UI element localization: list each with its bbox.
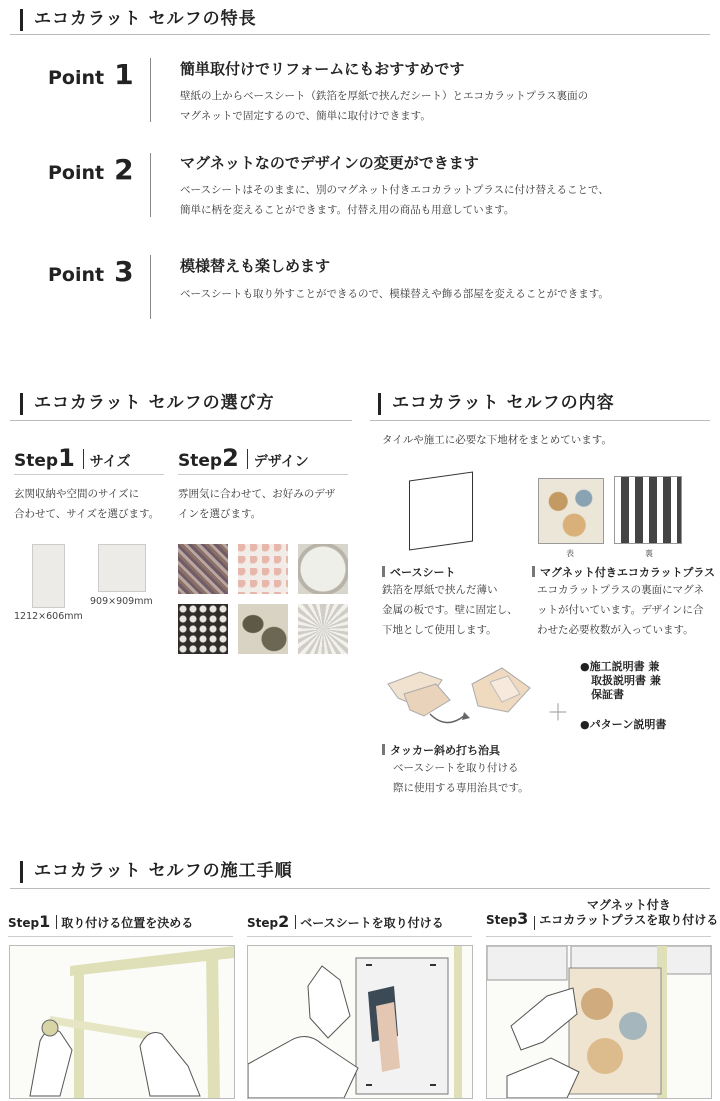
tacker-jig-description: ベースシートを取り付ける 際に使用する専用治具です。 [393, 762, 529, 794]
step2-rule [178, 474, 348, 475]
point-number: 2 [114, 153, 134, 186]
step2-heading [178, 444, 309, 472]
procedure-title: エコカラット セルフの施工手順 [20, 860, 293, 882]
point-description: 壁紙の上からベースシート（鉄箔を厚紙で挟んだシート）とエコカラットプラス裏面の マグネットで固定するので、簡単に取付けできます。 [180, 90, 589, 122]
step1-heading [14, 444, 131, 472]
step-number: 2 [278, 912, 290, 931]
design-swatch [178, 544, 228, 594]
step-number: 3 [517, 909, 529, 928]
plus-icon: ＋ [547, 701, 570, 726]
point-label: Point [48, 264, 105, 286]
step-label: Step [247, 916, 279, 930]
magnet-tile-front-image [538, 478, 604, 544]
point-heading: マグネットなのでデザインの変更ができます [180, 154, 479, 172]
step-title: サイズ [89, 454, 131, 470]
design-swatch [178, 604, 228, 654]
procedure-step-3 [486, 898, 718, 928]
point-divider [150, 58, 151, 122]
front-label: 表 [566, 549, 574, 558]
procedure-rule [10, 888, 710, 889]
step-rule [486, 936, 711, 937]
step-number: 1 [39, 912, 51, 931]
design-swatch [298, 604, 348, 654]
step1-description: 玄関収納や空間のサイズに 合わせて、サイズを選びます。 [14, 488, 160, 520]
tile-size-909x909 [98, 544, 146, 592]
design-swatch [298, 544, 348, 594]
features-title: エコカラット セルフの特長 [20, 8, 257, 30]
choose-title: エコカラット セルフの選び方 [20, 392, 275, 414]
base-sheet-image [409, 472, 473, 551]
step2-illustration [247, 945, 473, 1099]
tacker-jig-title: タッカー斜め打ち治具 [382, 742, 500, 758]
base-sheet-title: ベースシート [382, 564, 455, 580]
size-label-909x909: 909×909mm [90, 596, 153, 607]
step-label: Step [486, 913, 518, 927]
point-number: 1 [114, 58, 134, 91]
step-number: 1 [58, 444, 75, 472]
step2-description: 雰囲気に合わせて、お好みのデザ インを選びます。 [178, 488, 336, 520]
doc-pattern-guide: ●パターン説明書 [580, 718, 667, 731]
step1-illustration [9, 945, 235, 1099]
step-title: ベースシートを取り付ける [300, 916, 444, 930]
step1-rule [14, 474, 164, 475]
procedure-step-1 [8, 912, 193, 931]
point-heading: 模様替えも楽しめます [180, 257, 331, 275]
step3-illustration [486, 945, 712, 1099]
choose-rule [10, 420, 352, 421]
point-label: Point [48, 162, 105, 184]
contents-intro: タイルや施工に必要な下地材をまとめています。 [382, 434, 612, 446]
procedure-step-2 [247, 912, 444, 931]
magnet-description: エコカラットプラスの裏面にマグネ ットが付いています。デザインに合 わせた必要枚数が入っています。 [537, 584, 705, 636]
design-swatch [238, 604, 288, 654]
step-label: Step [8, 916, 40, 930]
base-sheet-description: 鉄箔を厚紙で挟んだ薄い 金属の板です。壁に固定し、 下地として使用します。 [382, 584, 518, 636]
step-title: マグネット付き エコカラットプラスを取り付ける [539, 898, 719, 927]
tile-size-1212x606 [32, 544, 65, 608]
point-label: Point [48, 67, 105, 89]
step-label: Step [178, 451, 223, 471]
step-rule [8, 936, 233, 937]
contents-rule [370, 420, 710, 421]
step-label: Step [14, 451, 59, 471]
back-label: 裏 [645, 549, 653, 558]
point-description: ベースシートも取り外すことができるので、模様替えや飾る部屋を変えることができます。 [180, 288, 609, 300]
design-swatch [238, 544, 288, 594]
magnet-title: マグネット付きエコカラットプラス [532, 564, 715, 580]
doc-manual: ●施工説明書 兼 取扱説明書 兼 保証書 [580, 660, 661, 701]
features-rule [10, 34, 710, 35]
point-divider [150, 255, 151, 319]
point-number: 3 [114, 255, 134, 288]
step-title: デザイン [253, 454, 309, 470]
step-number: 2 [222, 444, 239, 472]
tacker-jig-image [380, 654, 540, 736]
point-divider [150, 153, 151, 217]
point-description: ベースシートはそのままに、別のマグネット付きエコカラットプラスに付け替えることで、 簡単に柄を変えることができます。付替え用の商品も用意しています。 [180, 184, 609, 216]
magnet-tile-back-image [614, 476, 682, 544]
step-rule [247, 936, 472, 937]
point-heading: 簡単取付けでリフォームにもおすすめです [180, 60, 465, 78]
contents-title: エコカラット セルフの内容 [378, 392, 615, 414]
step-title: 取り付ける位置を決める [61, 916, 194, 930]
size-label-1212x606: 1212×606mm [14, 611, 83, 622]
